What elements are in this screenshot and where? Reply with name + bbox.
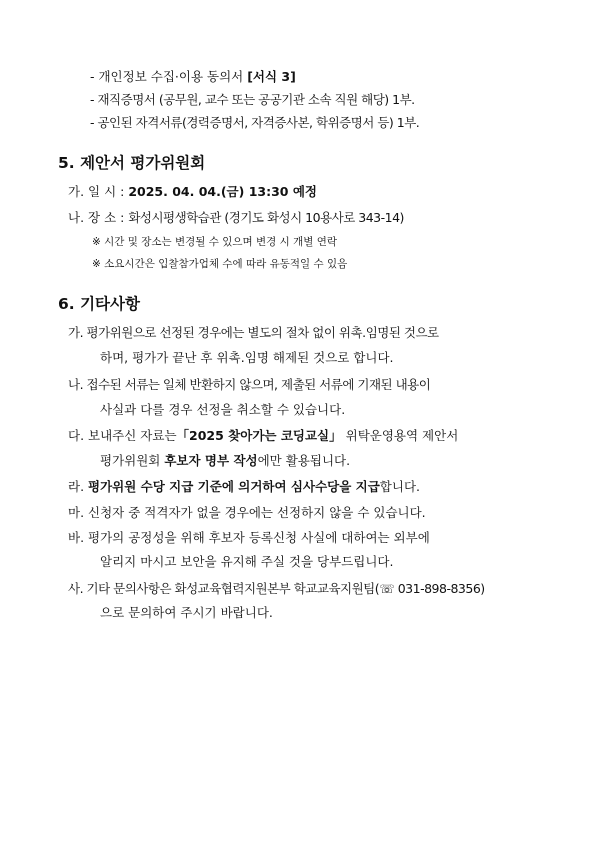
item-ra	[68, 479, 420, 495]
item-ba-line1: 바. 평가의 공정성을 위해 후보자 등록신청 사실에 대하여는 외부에	[68, 530, 430, 545]
bullet-text: - 개인정보 수집·이용 동의서	[90, 69, 248, 84]
item-da-line1	[68, 428, 458, 444]
item-na-line2: 사실과 다를 경우 선정을 취소할 수 있습니다.	[100, 402, 346, 417]
section5-note-1: ※ 시간 및 장소는 변경될 수 있으며 변경 시 개별 연락	[92, 236, 338, 248]
item-da-text: 다. 보내주신 자료는	[68, 428, 177, 443]
date-label: 가. 일 시 :	[68, 184, 129, 199]
program-title: 「2025 찾아가는 코딩교실」	[176, 428, 342, 443]
place-value: 화성시평생학습관 (경기도 화성시 10용사로 343-14)	[128, 210, 404, 225]
item-da-line2	[100, 453, 350, 469]
bullet-consent-form	[90, 69, 296, 85]
item-ga-line2: 하며, 평가가 끝난 후 위촉․임명 해제된 것으로 합니다.	[100, 350, 394, 365]
item-da-text-end: 위탁운영용역 제안서	[341, 428, 459, 443]
section6-title: 6. 기타사항	[58, 295, 140, 313]
section5-date	[68, 184, 317, 200]
bullet-qualification-docs: - 공인된 자격서류(경력증명서, 자격증사본, 학위증명서 등) 1부.	[90, 115, 420, 130]
item-sa-line1: 사. 기타 문의사항은 화성교육협력지원본부 학교교육지원팀(☏ 031-898-8356)	[68, 581, 485, 596]
allowance-emphasis: 평가위원 수당 지급 기준에 의거하여 심사수당을 지급	[88, 479, 380, 494]
section5-title: 5. 제안서 평가위원회	[58, 154, 206, 172]
item-ba-line2: 알리지 마시고 보안을 유지해 주실 것을 당부드립니다.	[100, 554, 394, 569]
item-ma: 마. 신청자 중 적격자가 없을 경우에는 선정하지 않을 수 있습니다.	[68, 505, 426, 520]
item-ra-prefix: 라.	[68, 479, 89, 494]
date-value: 2025. 04. 04.(금) 13:30 예정	[128, 184, 317, 199]
item-sa-line2: 으로 문의하여 주시기 바랍니다.	[100, 605, 273, 620]
form-reference: [서식 3]	[247, 69, 296, 84]
place-label: 나. 장 소 :	[68, 210, 129, 225]
section5-note-2: ※ 소요시간은 입찰참가업체 수에 따라 유동적일 수 있음	[92, 258, 348, 270]
section5-place	[68, 210, 404, 226]
item-ga-line1: 가. 평가위원으로 선정된 경우에는 별도의 절차 없이 위촉․임명된 것으로	[68, 325, 439, 340]
bullet-employment-cert: - 재직증명서 (공무원, 교수 또는 공공기관 소속 직원 해당) 1부.	[90, 92, 415, 107]
item-ra-suffix: 합니다.	[379, 479, 420, 494]
item-da2-text-end: 에만 활용됩니다.	[257, 453, 351, 468]
item-da2-text: 평가위원회	[100, 453, 165, 468]
item-na-line1: 나. 접수된 서류는 일체 반환하지 않으며, 제출된 서류에 기재된 내용이	[68, 377, 431, 392]
candidate-list-emphasis: 후보자 명부 작성	[164, 453, 258, 468]
